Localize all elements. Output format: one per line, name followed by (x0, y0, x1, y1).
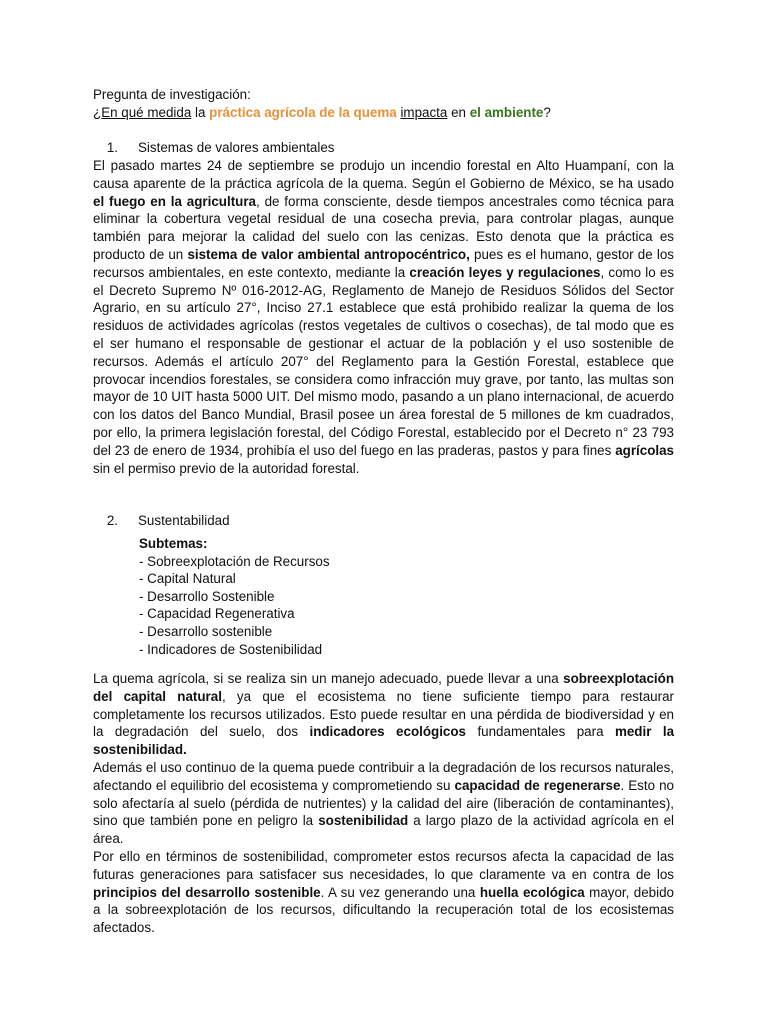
section2-paragraph-1 (93, 670, 674, 759)
paragraph-text: fundamentales para (466, 724, 615, 740)
bold-term: huella ecológica (479, 884, 585, 900)
question-open: ¿ (93, 105, 102, 120)
section1-number: 1. (106, 140, 118, 155)
question-text: la (191, 105, 210, 120)
question-close: ? (543, 105, 551, 120)
section1-title: Sistemas de valores ambientales (138, 140, 335, 155)
section2-paragraph-3 (93, 848, 674, 937)
paragraph-text: mayor, debido a la sobreexplotación de los recursos, dificultando la recuperación total de los ecosistemas afectados. (93, 884, 674, 936)
question-phrase-impact: impacta (400, 105, 448, 120)
subtemas-list (139, 535, 330, 658)
question-environment-highlight: el ambiente (469, 105, 544, 120)
list-item: - Indicadores de Sostenibilidad (139, 641, 323, 657)
research-question (93, 104, 674, 122)
bold-term: el fuego en la agricultura (93, 193, 256, 209)
paragraph-text: . A su vez generando una (320, 884, 480, 900)
bold-term: principios del desarrollo sostenible (93, 884, 321, 900)
paragraph-text: , de forma consciente, desde tiempos ancestrales como técnica para eliminar la cobertura vegetal residual de una cosecha previa, para controlar plagas, aunque también para mejorar la calidad del suelo con las cenizas. Esto denota que la práctica es producto de un (93, 193, 674, 262)
subtemas-label: Subtemas: (139, 536, 208, 551)
section2-heading (93, 512, 674, 530)
paragraph-text: La quema agrícola, si se realiza sin un manejo adecuado, puede llevar a una (93, 671, 564, 686)
paragraph-text: sin el permiso previo de la autoridad forestal. (93, 460, 360, 476)
bold-term: sostenibilidad (318, 813, 409, 829)
paragraph-text: , como lo es el Decreto Supremo Nº 016-2012-AG, Reglamento de Manejo de Residuos Sólidos del Sector Agrario, en su artículo 27°, Inciso 27.1 establece que está prohibido realizar la quema de los residuos de actividades agrícolas (restos vegetales de cultivos o cosechas), de tal modo que es el ser humano el responsable de gestionar el actuar de la población y el uso sostenible de recursos. Además el artículo 207° del Reglamento para la Gestión Forestal, establece que provocar incendios forestales, se considera como infracción muy grave, por tanto, las multas son mayor de 10 UIT hasta 5000 UIT. Del mismo modo, pasando a un plano internacional, de acuerdo con los datos del Banco Mundial, Brasil posee un área forestal de 5 millones de km cuadrados, por ello, la primera legislación forestal, del Código Forestal, establecido por el Decreto n° 23 793 del 23 de enero de 1934, prohibía el uso del fuego en las praderas, pastos y para fines (93, 264, 674, 458)
list-item: - Desarrollo sostenible (139, 623, 273, 639)
paragraph-text: Además el uso continuo de la quema puede contribuir a la degradación de los recursos naturales, afectando el equilibrio del ecosistema y comprometiendo su (93, 760, 674, 793)
research-question-label: Pregunta de investigación: (93, 87, 251, 102)
list-item: - Capital Natural (139, 571, 236, 587)
question-text: en (447, 105, 470, 120)
bold-term: creación leyes y regulaciones (409, 264, 601, 280)
list-item: - Sobreexplotación de Recursos (139, 553, 330, 569)
bold-term: capacidad de regenerarse (454, 777, 621, 793)
section2-title: Sustentabilidad (138, 513, 230, 528)
question-phrase-measure: En qué medida (101, 105, 192, 120)
section1-paragraph (93, 157, 674, 477)
list-item: - Capacidad Regenerativa (139, 606, 295, 622)
bold-term: medir la sostenibilidad. (93, 724, 675, 758)
paragraph-text: pues es el humano, gestor de los recursos ambientales, en este contexto, mediante la (93, 246, 674, 280)
question-practice-highlight: práctica agrícola de la quema (209, 105, 397, 120)
section2-number: 2. (106, 513, 118, 528)
bold-term: agrícolas (615, 442, 674, 458)
bold-term: sobreexplotación del capital natural (93, 671, 674, 704)
paragraph-text: . Esto no solo afectaría al suelo (pérdida de nutrientes) y la calidad del aire (liberación de contaminantes), sino que también pone en peligro la (93, 777, 674, 829)
paragraph-text: El pasado martes 24 de septiembre se produjo un incendio forestal en Alto Huampaní, con la causa aparente de la práctica agrícola de la quema. Según el Gobierno de México, se ha usado (93, 158, 674, 191)
list-item: - Desarrollo Sostenible (139, 588, 275, 604)
section2-paragraph-2 (93, 759, 674, 848)
paragraph-text: Por ello en términos de sostenibilidad, comprometer estos recursos afecta la capacidad de las futuras generaciones para satisfacer sus necesidades, lo que claramente va en contra de los (93, 849, 674, 882)
section1-heading (93, 139, 674, 157)
bold-term: sistema de valor ambiental antropocéntrico, (187, 246, 470, 262)
paragraph-text: a largo plazo de la actividad agrícola en el área. (93, 813, 674, 847)
bold-term: indicadores ecológicos (309, 724, 467, 740)
paragraph-text: , ya que el ecosistema no tiene suficiente tiempo para restaurar completamente los recursos utilizados. Esto puede resultar en una pérdida de biodiversidad y en la degradación del suelo, dos (93, 688, 674, 740)
